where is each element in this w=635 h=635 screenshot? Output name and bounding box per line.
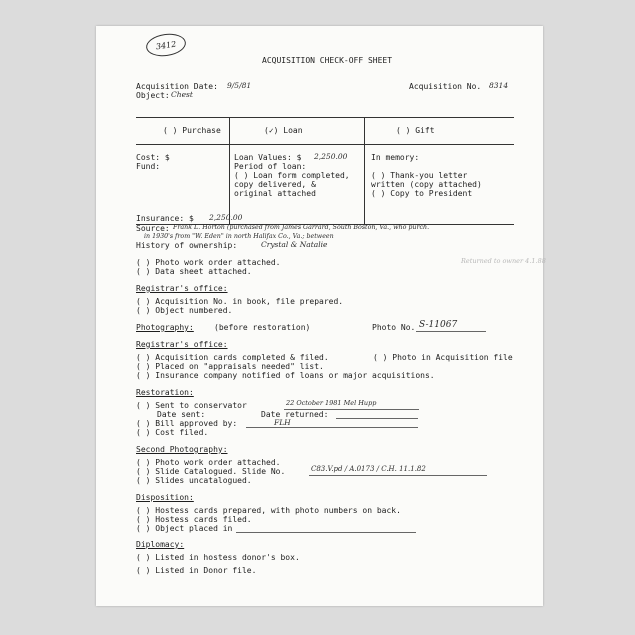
photo-work-order: ( ) Photo work order attached. <box>136 258 281 267</box>
sent-to-conservator: ( ) Sent to conservator <box>136 401 247 410</box>
data-sheet: ( ) Data sheet attached. <box>136 267 252 276</box>
in-memory-label: In memory: <box>371 153 420 162</box>
history-label: History of ownership: <box>136 241 238 250</box>
thank-you-line-2: written (copy attached) <box>371 180 482 189</box>
disposition-item-3: ( ) Object placed in <box>136 524 233 533</box>
registrar-1-item-1: ( ) Acquisition No. in book, file prepared. <box>136 297 344 306</box>
second-photography-heading: Second Photography: <box>136 445 228 454</box>
slide-underline <box>309 475 487 476</box>
table-divider-2 <box>364 117 365 224</box>
slide-number-value: C83.V.pd / A.0173 / C.H. 11.1.82 <box>311 465 426 473</box>
acquisition-date-value: 9/5/81 <box>227 81 252 90</box>
second-photo-item-3: ( ) Slides uncatalogued. <box>136 476 252 485</box>
period-of-loan-label: Period of loan: <box>234 162 307 171</box>
registrar-2-item-2: ( ) Placed on "appraisals needed" list. <box>136 362 324 371</box>
thank-you-line-1: ( ) Thank-you letter <box>371 171 468 180</box>
disposition-item-1: ( ) Hostess cards prepared, with photo numbers on back. <box>136 506 401 515</box>
registrar-2-photo-file: ( ) Photo in Acquisition file <box>373 353 513 362</box>
source-label: Source: <box>136 224 170 233</box>
acquisition-date-label: Acquisition Date: <box>136 82 218 91</box>
object-value: Chest <box>171 90 193 99</box>
acquisition-number-value: 8314 <box>489 81 509 90</box>
table-divider-1 <box>229 117 230 224</box>
loan-values-label: Loan Values: $ <box>234 153 302 162</box>
second-photo-item-1: ( ) Photo work order attached. <box>136 458 281 467</box>
loan-form-line-2: copy delivered, & <box>234 180 316 189</box>
disposition-item-2: ( ) Hostess cards filed. <box>136 515 252 524</box>
object-label: Object: <box>136 91 170 100</box>
photo-number-underline <box>416 331 486 332</box>
loan-values-value: 2,250.00 <box>314 152 348 161</box>
copy-to-president: ( ) Copy to President <box>371 189 473 198</box>
faint-pencil-note: Returned to owner 4.1.88 <box>461 257 546 265</box>
date-returned-underline <box>336 418 418 419</box>
loan-form-line-1: ( ) Loan form completed, <box>234 171 350 180</box>
restoration-heading: Restoration: <box>136 388 194 397</box>
source-value-line-1: Frank L. Horton (purchased from James Garrard, South Boston, Va., who purch. <box>173 224 430 231</box>
history-value: Crystal & Natalie <box>261 240 328 249</box>
handwritten-stamp: 3412 <box>145 31 188 58</box>
acquisition-number-label: Acquisition No. <box>409 82 482 91</box>
gift-checkbox: ( ) Gift <box>396 126 435 135</box>
fund-label: Fund: <box>136 162 161 171</box>
table-top-rule <box>136 117 514 118</box>
registrar-2-item-3: ( ) Insurance company notified of loans or major acquisitions. <box>136 371 435 380</box>
bill-approved: ( ) Bill approved by: <box>136 419 238 428</box>
diplomacy-item-2: ( ) Listed in Donor file. <box>136 566 257 575</box>
bill-underline <box>246 427 418 428</box>
registrar-heading-1: Registrar's office: <box>136 284 228 293</box>
source-value-line-2: in 1930's from "W. Eden" in north Halifax Co., Va.; between <box>144 233 334 240</box>
cost-label: Cost: $ <box>136 153 170 162</box>
sent-to-conservator-value: 22 October 1981 Mel Hupp <box>286 399 377 407</box>
insurance-label: Insurance: $ <box>136 214 194 223</box>
photo-number-label: Photo No. <box>372 323 416 332</box>
disposition-heading: Disposition: <box>136 493 194 502</box>
photography-note: (before restoration) <box>214 323 311 332</box>
bill-approved-value: FLH <box>274 418 291 427</box>
cost-filed: ( ) Cost filed. <box>136 428 209 437</box>
second-photo-item-2: ( ) Slide Catalogued. Slide No. <box>136 467 286 476</box>
registrar-2-item-1: ( ) Acquisition cards completed & filed. <box>136 353 329 362</box>
date-sent-label: Date sent: <box>157 410 206 419</box>
insurance-value: 2,250.00 <box>209 213 243 222</box>
registrar-1-item-2: ( ) Object numbered. <box>136 306 233 315</box>
object-placed-underline <box>236 532 416 533</box>
diplomacy-heading: Diplomacy: <box>136 540 185 549</box>
page-title: ACQUISITION CHECK-OFF SHEET <box>262 56 393 65</box>
photography-label: Photography: <box>136 323 194 332</box>
registrar-heading-2: Registrar's office: <box>136 340 228 349</box>
loan-checkbox: (✓) Loan <box>264 126 303 135</box>
photo-number-value: S-11067 <box>419 320 458 330</box>
document-page <box>96 26 546 606</box>
date-returned-label: Date returned: <box>261 410 329 419</box>
purchase-checkbox: ( ) Purchase <box>163 126 221 135</box>
table-mid-rule <box>136 144 514 145</box>
diplomacy-item-1: ( ) Listed in hostess donor's box. <box>136 553 300 562</box>
loan-form-line-3: original attached <box>234 189 316 198</box>
